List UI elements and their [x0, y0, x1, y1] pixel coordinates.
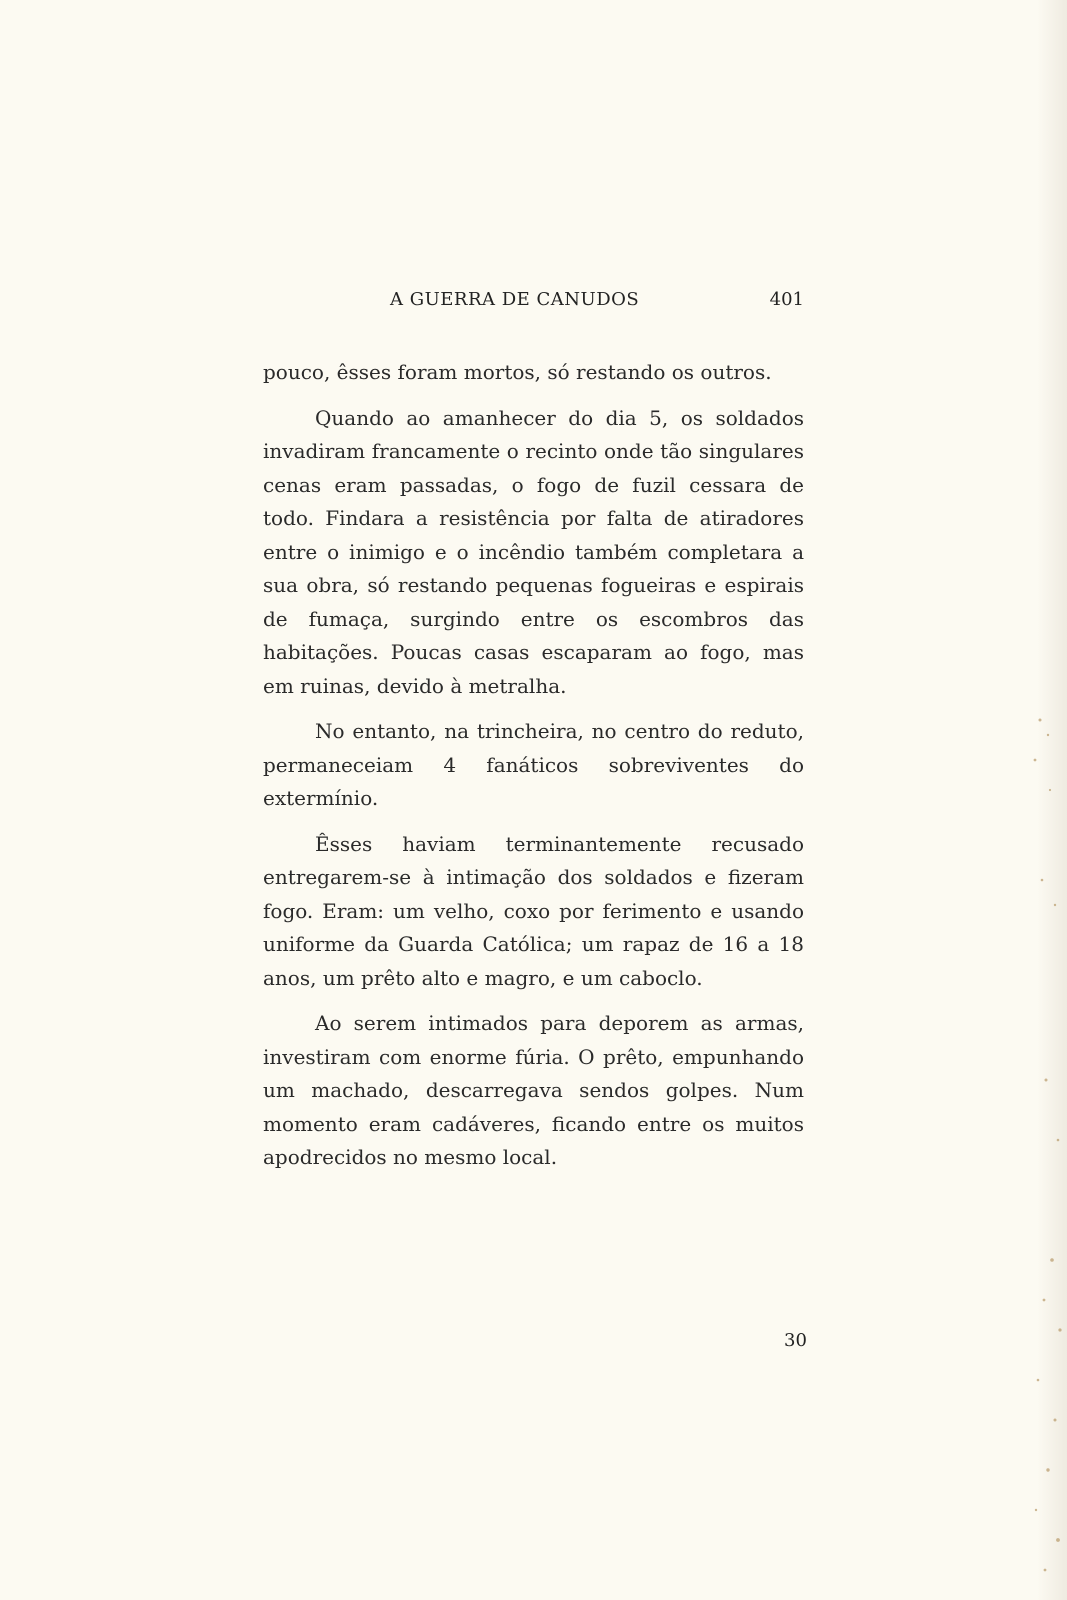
paragraph-4: Êsses haviam terminantemente recusado entregarem-se à intimação dos soldados e fizeram fogo. Eram: um velho, coxo por ferimento e usando uniforme da Guarda Católica; um rapaz de 16 a 18 anos, um prêto alto e magro, e um caboclo.	[263, 831, 804, 990]
page-number: 401	[769, 289, 804, 310]
paragraph-3: No entanto, na trincheira, no centro do reduto, permaneceiam 4 fanáticos sobreviventes do extermínio.	[263, 719, 804, 810]
paragraph-5: Ao serem intimados para deporem as armas, investiram com enorme fúria. O prêto, empunhando um machado, descarregava sendos golpes. Num momento eram cadáveres, ficando entre os muitos apodrecidos no mesmo local.	[263, 1011, 804, 1169]
running-title: A GUERRA DE CANUDOS	[390, 289, 640, 310]
paragraph-2: Quando ao amanhecer do dia 5, os soldados invadiram francamente o recinto onde tão singulares cenas eram passadas, o fogo de fuzil cessara de todo. Findara a resistência por falta de atiradores entre o inimigo e o incêndio também completara a sua obra, só restando pequenas fogueiras e espirais de fumaça, surgindo entre os escombros das habitações. Poucas casas escaparam ao fogo, mas em ruinas, devido à metralha.	[263, 405, 804, 698]
body-text	[263, 356, 804, 1187]
page-edge-shadow	[1037, 0, 1067, 1600]
paragraph-1: pouco, êsses foram mortos, só restando os outros.	[263, 360, 772, 384]
signature-mark: 30	[784, 1330, 807, 1351]
